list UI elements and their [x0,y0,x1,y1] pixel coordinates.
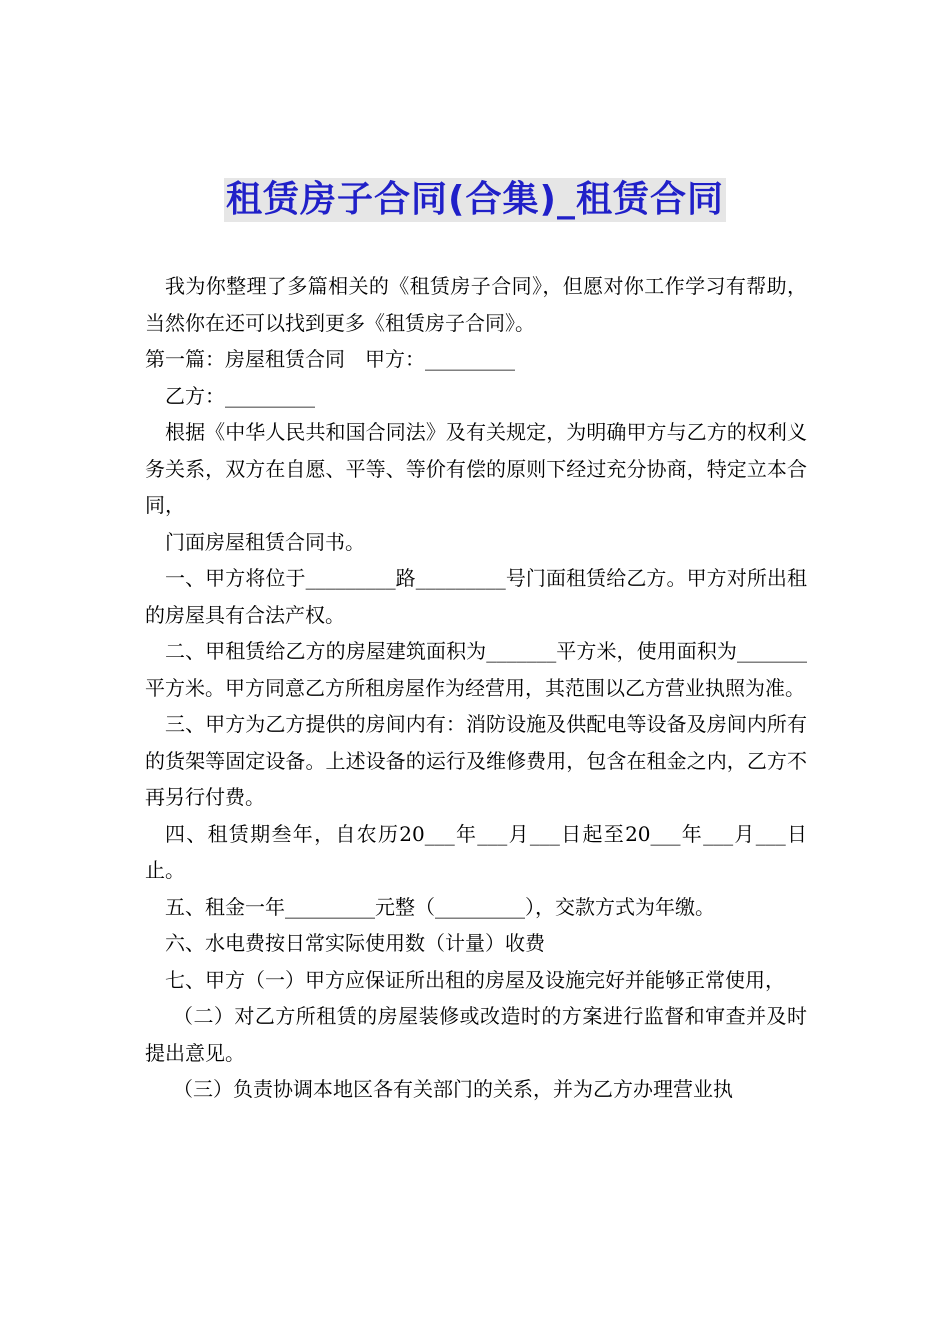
document-paragraph: 门面房屋租赁合同书。 [165,529,365,554]
document-paragraph: 五、租金一年_________元整（_________），交款方式为年缴。 [165,894,715,919]
document-paragraph: 第一篇：房屋租赁合同 甲方：_________ [145,347,515,371]
document-paragraph: 我为你整理了多篇相关的《租赁房子合同》，但愿对你工作学习有帮助，当然你在还可以找到更多《租赁房子合同》。 [145,274,807,335]
document-paragraph: 二、甲租赁给乙方的房屋建筑面积为_______平方米，使用面积为_______平方米。甲方同意乙方所租房屋作为经营用，其范围以乙方营业执照为准。 [145,639,807,700]
title-container [0,178,950,222]
document-paragraph: 根据《中华人民共和国合同法》及有关规定，为明确甲方与乙方的权利义务关系，双方在自愿、平等、等价有偿的原则下经过充分协商，特定立本合同， [145,420,807,517]
document-paragraph: 三、甲方为乙方提供的房间内有：消防设施及供配电等设备及房间内所有的货架等固定设备。上述设备的运行及维修费用，包含在租金之内，乙方不再另行付费。 [145,712,807,809]
document-paragraph: （三）负责协调本地区各有关部门的关系，并为乙方办理营业执 [173,1077,733,1101]
document-body [145,268,807,1108]
document-paragraph: 四、租赁期叁年，自农历20___年___月___日起至20___年___月___日止。 [145,821,807,882]
document-title: 租赁房子合同(合集)_租赁合同 [226,179,724,220]
document-paragraph: 乙方：_________ [165,383,315,408]
document-paragraph: 一、甲方将位于_________路_________号门面租赁给乙方。甲方对所出租的房屋具有合法产权。 [145,566,807,627]
document-paragraph: 六、水电费按日常实际使用数（计量）收费 [165,931,545,955]
document-paragraph: 七、甲方（一）甲方应保证所出租的房屋及设施完好并能够正常使用， [165,967,785,992]
document-paragraph: （二）对乙方所租赁的房屋装修或改造时的方案进行监督和审查并及时提出意见。 [145,1004,807,1065]
